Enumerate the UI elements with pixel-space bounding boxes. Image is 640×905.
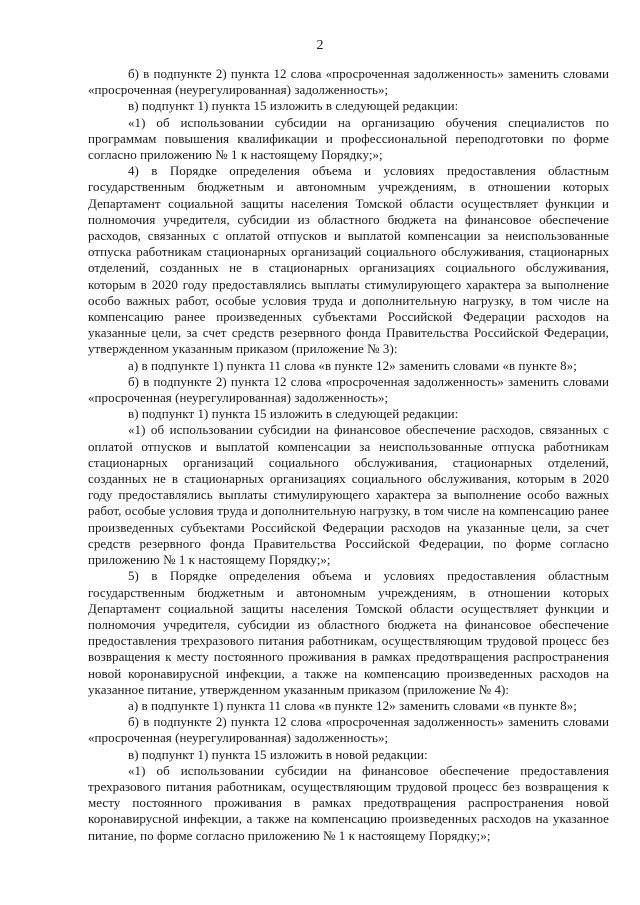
paragraph-amend-15-1-intro: в) подпункт 1) пункта 15 изложить в следующей редакции: xyxy=(128,98,459,114)
paragraph-item-4-quoted-text: «1) об использовании субсидии на финансовое обеспечение расходов, связанных с оплатой отпусков и выплатой компенсации за неиспользованные отпуска работникам стационарных организаций социального обслуживания, стационарных отделений, созданных не в стационарных организациях социального обслуживания, которым в 2020 году предоставлялись выплаты стимулирующего характера за выполнение особо важных работ, особые условия труда и дополнительную нагрузку, в том числе на компенсацию ранее произведенных субъектами Российской Федерации расходов на указанные цели, за счет средств резервного фонда Правительства Российской Федерации, по форме согласно приложению № 1 к настоящему Порядку;»; xyxy=(88,422,609,568)
paragraph-amend-12-2: б) в подпункте 2) пункта 12 слова «просроченная задолженность» заменить словами «просроченная (неурегулированная) задолженность»; xyxy=(88,66,609,98)
paragraph-item-5-quoted-text: «1) об использовании субсидии на финансовое обеспечение предоставления трехразового питания работникам, осуществляющим трудовой процесс без возвращения к месту постоянного проживания в рамках предотвращения распространения новой коронавирусной инфекции, а также на компенсацию произведенных расходов на указанное питание, по форме согласно приложению № 1 к настоящему Порядку;»; xyxy=(88,762,609,843)
paragraph-item-5: 5) в Порядке определения объема и условиях предоставления областным государственным бюджетным и автономным учреждениям, в отношении которых Департамент социальной защиты населения Томской области осуществляет функции и полномочия учредителя, субсидии из областного бюджета на финансовое обеспечение предоставления трехразового питания работникам, осуществляющим трудовой процесс без возвращения к месту постоянного проживания в рамках предотвращения распространения новой коронавирусной инфекции, а также на компенсацию произведенных расходов на указанное питание, утвержденном указанным приказом (приложение № 4): xyxy=(88,568,609,697)
page-number: 2 xyxy=(316,38,324,53)
paragraph-item-4: 4) в Порядке определения объема и условиях предоставления областным государственным бюджетным и автономным учреждениям, в отношении которых Департамент социальной защиты населения Томской области осуществляет функции и полномочия учредителя, субсидии из областного бюджета на финансовое обеспечение расходов, связанных с оплатой отпусков и выплатой компенсации за неиспользованные отпуска работникам стационарных организаций социального обслуживания, стационарных отделений, созданных не в стационарных организациях социального обслуживания, которым в 2020 году предоставлялись выплаты стимулирующего характера за выполнение особо важных работ, особые условия труда и дополнительную нагрузку, в том числе на компенсацию ранее произведенных субъектами Российской Федерации расходов на указанные цели, за счет средств резервного фонда Правительства Российской Федерации, утвержденном указанным приказом (приложение № 3): xyxy=(88,163,609,357)
document-body xyxy=(88,66,609,844)
paragraph-item-5-b: б) в подпункте 2) пункта 12 слова «просроченная задолженность» заменить словами «просроченная (неурегулированная) задолженность»; xyxy=(88,714,609,746)
paragraph-item-4-c: в) подпункт 1) пункта 15 изложить в следующей редакции: xyxy=(128,406,459,422)
paragraph-item-5-a: а) в подпункте 1) пункта 11 слова «в пункте 12» заменить словами «в пункте 8»; xyxy=(128,697,577,713)
paragraph-item-4-a: а) в подпункте 1) пункта 11 слова «в пункте 12» заменить словами «в пункте 8»; xyxy=(128,357,577,373)
paragraph-quoted-text: «1) об использовании субсидии на организацию обучения специалистов по программам повышения квалификации и профессиональной переподготовки по форме согласно приложению № 1 к настоящему Порядку;»; xyxy=(88,114,609,163)
paragraph-item-4-b: б) в подпункте 2) пункта 12 слова «просроченная задолженность» заменить словами «просроченная (неурегулированная) задолженность»; xyxy=(88,373,609,406)
paragraph-item-5-c: в) подпункт 1) пункта 15 изложить в новой редакции: xyxy=(128,746,428,762)
